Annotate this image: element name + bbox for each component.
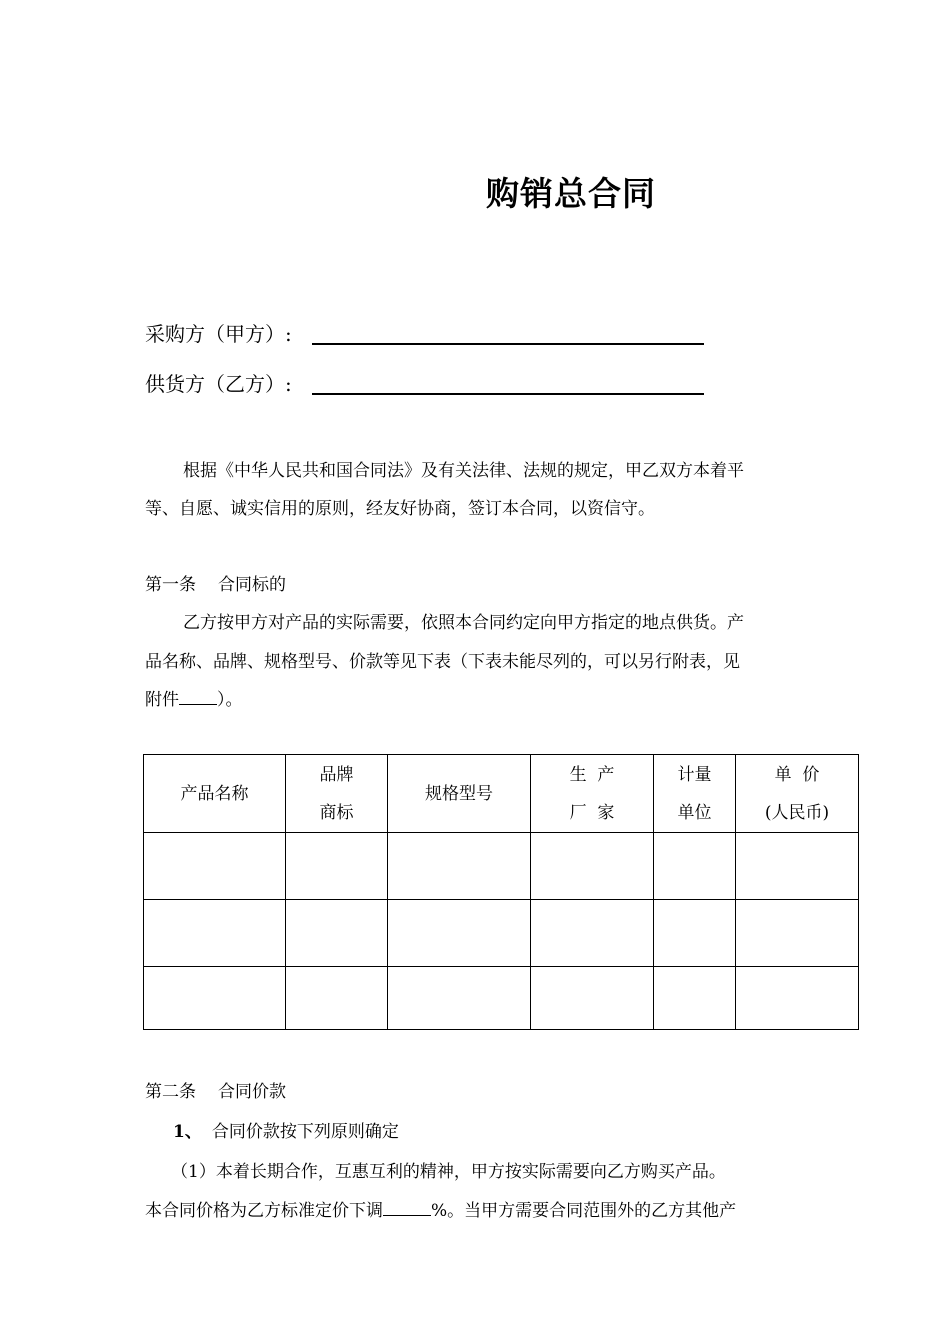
table-cell[interactable] (736, 967, 859, 1030)
article-2-heading (145, 1073, 286, 1111)
table-cell[interactable] (654, 967, 736, 1030)
table-cell[interactable] (531, 967, 654, 1030)
preamble-line-1: 根据《中华人民共和国合同法》及有关法律、法规的规定，甲乙双方本着平 (183, 461, 744, 481)
table-cell[interactable] (654, 833, 736, 900)
table-cell[interactable] (388, 967, 531, 1030)
annex-prefix: 附件 (145, 690, 179, 710)
table-row (144, 967, 859, 1030)
table-cell[interactable] (286, 967, 388, 1030)
article-1-heading (145, 566, 286, 604)
header-brand: 品牌 商标 (286, 755, 388, 833)
supplier-label: 供货方（乙方）: (145, 372, 292, 396)
header-unit: 计量 单位 (654, 755, 736, 833)
article-1-line-2: 品名称、品牌、规格型号、价款等见下表（下表未能尽列的，可以另行附表，见 (145, 652, 740, 672)
annex-number-blank[interactable] (179, 688, 217, 705)
item-1-text: 合同价款按下列原则确定 (211, 1122, 399, 1142)
table-cell[interactable] (144, 833, 286, 900)
table-cell[interactable] (388, 900, 531, 967)
buyer-label: 采购方（甲方）: (145, 322, 292, 346)
header-product-name: 产品名称 (144, 755, 286, 833)
table-cell[interactable] (144, 967, 286, 1030)
supplier-input-line[interactable] (312, 393, 704, 395)
header-unit-price: 单 价 (人民币) (736, 755, 859, 833)
article-2-number: 第二条 (145, 1082, 196, 1102)
table-row (144, 900, 859, 967)
discount-percent-blank[interactable] (383, 1199, 431, 1216)
item-1-number: 1、 (173, 1122, 202, 1142)
header-manufacturer: 生 产 厂 家 (531, 755, 654, 833)
header-spec-model: 规格型号 (388, 755, 531, 833)
table-cell[interactable] (286, 900, 388, 967)
table-cell[interactable] (654, 900, 736, 967)
product-table (143, 754, 859, 1030)
table-cell[interactable] (736, 833, 859, 900)
buyer-input-line[interactable] (312, 343, 704, 345)
article-1-line-1: 乙方按甲方对产品的实际需要，依照本合同约定向甲方指定的地点供货。产 (183, 613, 744, 633)
table-cell[interactable] (531, 900, 654, 967)
article-2-sub-1 (171, 1153, 726, 1191)
sub-1-text: 本着长期合作，互惠互利的精神，甲方按实际需要向乙方购买产品。 (215, 1162, 726, 1182)
discount-suffix: %。当甲方需要合同范围外的乙方其他产 (431, 1201, 737, 1221)
table-header-row (144, 755, 859, 833)
article-1-title: 合同标的 (218, 575, 286, 595)
page-title: 购销总合同 (486, 174, 656, 213)
table-cell[interactable] (286, 833, 388, 900)
article-2-line-2 (145, 1192, 736, 1230)
preamble-line-2: 等、自愿、诚实信用的原则，经友好协商，签订本合同，以资信守。 (145, 499, 655, 519)
table-cell[interactable] (144, 900, 286, 967)
annex-suffix: ）。 (217, 690, 243, 710)
discount-prefix: 本合同价格为乙方标准定价下调 (145, 1201, 383, 1221)
article-1-number: 第一条 (145, 575, 196, 595)
table-cell[interactable] (388, 833, 531, 900)
table-cell[interactable] (736, 900, 859, 967)
article-2-title: 合同价款 (218, 1082, 286, 1102)
table-row (144, 833, 859, 900)
article-1-line-3 (145, 681, 243, 719)
table-cell[interactable] (531, 833, 654, 900)
sub-1-number: （1） (171, 1162, 216, 1182)
article-2-item-1 (173, 1113, 399, 1151)
